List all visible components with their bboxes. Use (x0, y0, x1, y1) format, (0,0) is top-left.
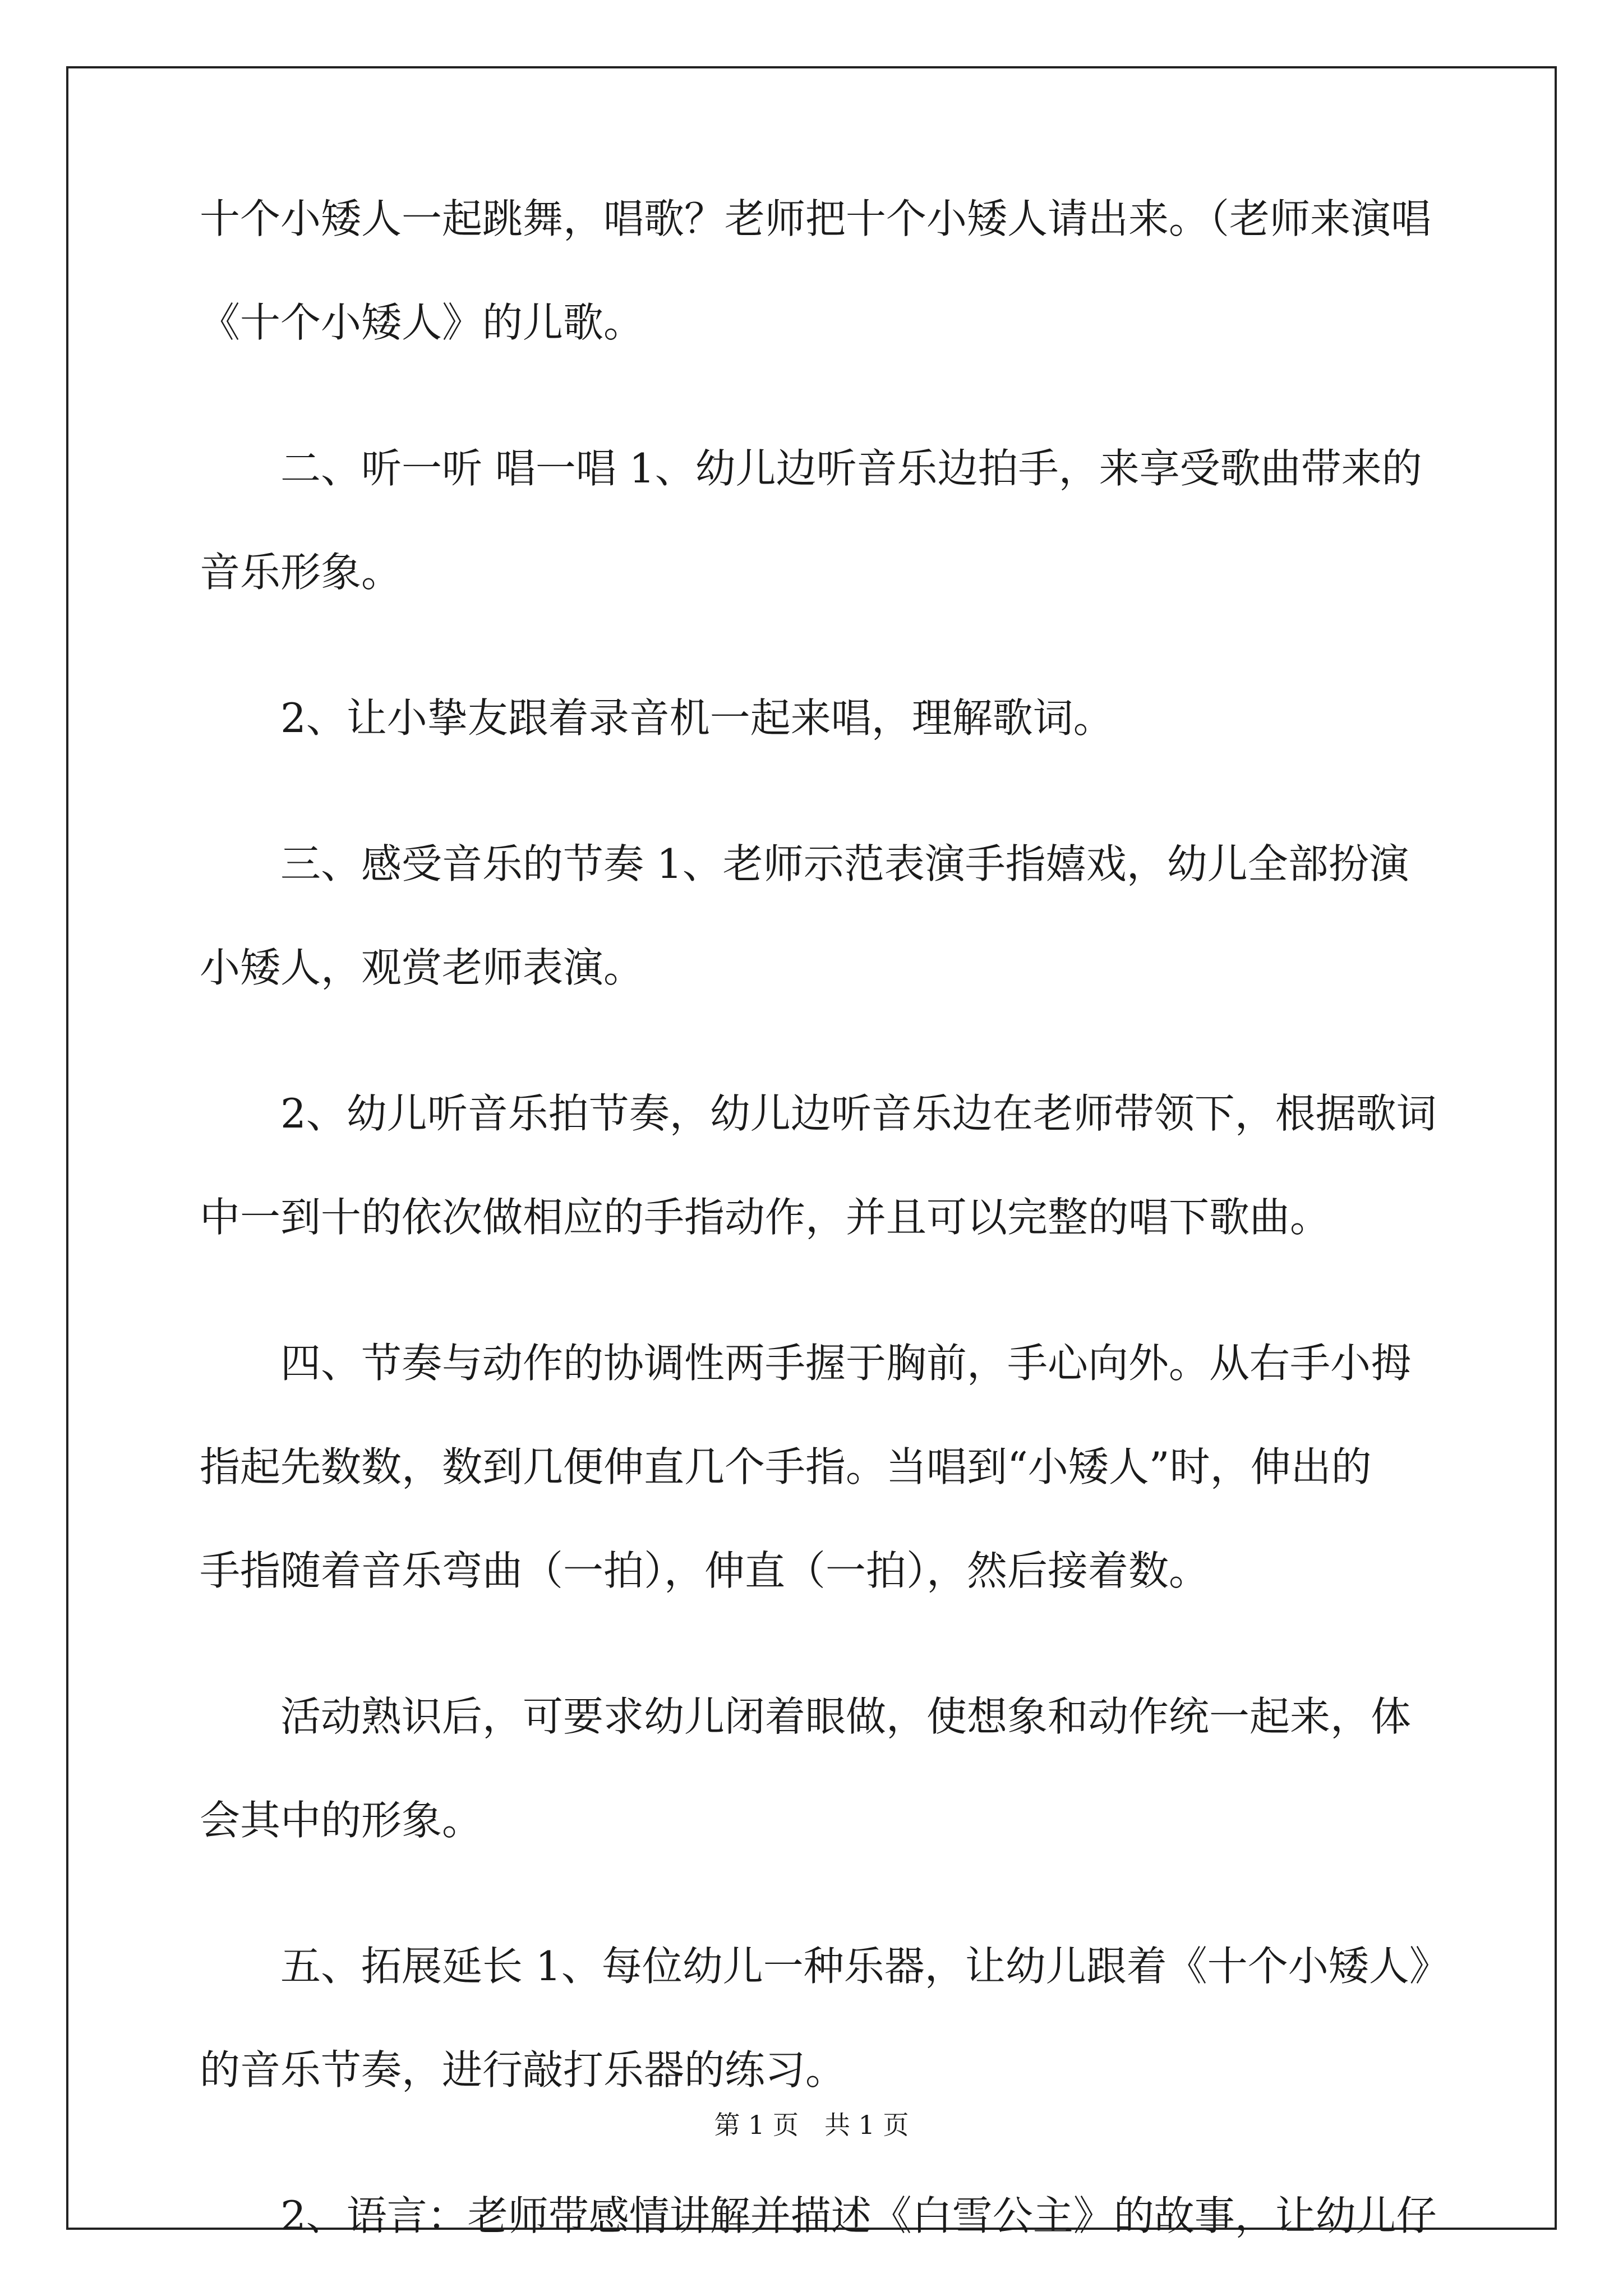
text-line: 2、幼儿听音乐拍节奏，幼儿边听音乐边在老师带领下，根据歌词 (280, 1090, 1437, 1137)
text-line: 五、拓展延长 1、每位幼儿一种乐器，让幼儿跟着《十个小矮人》 (280, 1943, 1450, 1990)
text-line: 手指随着音乐弯曲（一拍），伸直（一拍），然后接着数。 (200, 1547, 1210, 1594)
text-line: 会其中的形象。 (200, 1797, 483, 1844)
text-line: 十个小矮人一起跳舞，唱歌？老师把十个小矮人请出来。（老师来演唱 (200, 195, 1432, 242)
text-line: 音乐形象。 (200, 549, 402, 596)
text-line: 《十个小矮人》的儿歌。 (200, 299, 644, 346)
text-line: 的音乐节奏，进行敲打乐器的练习。 (200, 2046, 846, 2093)
text-line: 四、节奏与动作的协调性两手握于胸前，手心向外。从右手小拇 (280, 1340, 1412, 1387)
page-border (66, 66, 1557, 2230)
text-line: 2、让小挚友跟着录音机一起来唱，理解歌词。 (280, 694, 1114, 742)
text-line: 活动熟识后，可要求幼儿闭着眼做，使想象和动作统一起来，体 (280, 1693, 1412, 1740)
text-line: 三、感受音乐的节奏 1、老师示范表演手指嬉戏，幼儿全部扮演 (280, 840, 1409, 887)
text-line: 指起先数数，数到几便伸直几个手指。当唱到“小矮人”时，伸出的 (200, 1443, 1372, 1490)
text-line: 2、语言：老师带感情讲解并描述《白雪公主》的故事，让幼儿仔 (280, 2192, 1437, 2239)
text-line: 小矮人，观赏老师表演。 (200, 944, 644, 991)
text-line: 中一到十的依次做相应的手指动作，并且可以完整的唱下歌曲。 (200, 1194, 1331, 1241)
text-line: 二、听一听 唱一唱 1、幼儿边听音乐边拍手，来享受歌曲带来的 (280, 445, 1422, 492)
page-footer: 第 1 页 共 1 页 (714, 2110, 909, 2140)
